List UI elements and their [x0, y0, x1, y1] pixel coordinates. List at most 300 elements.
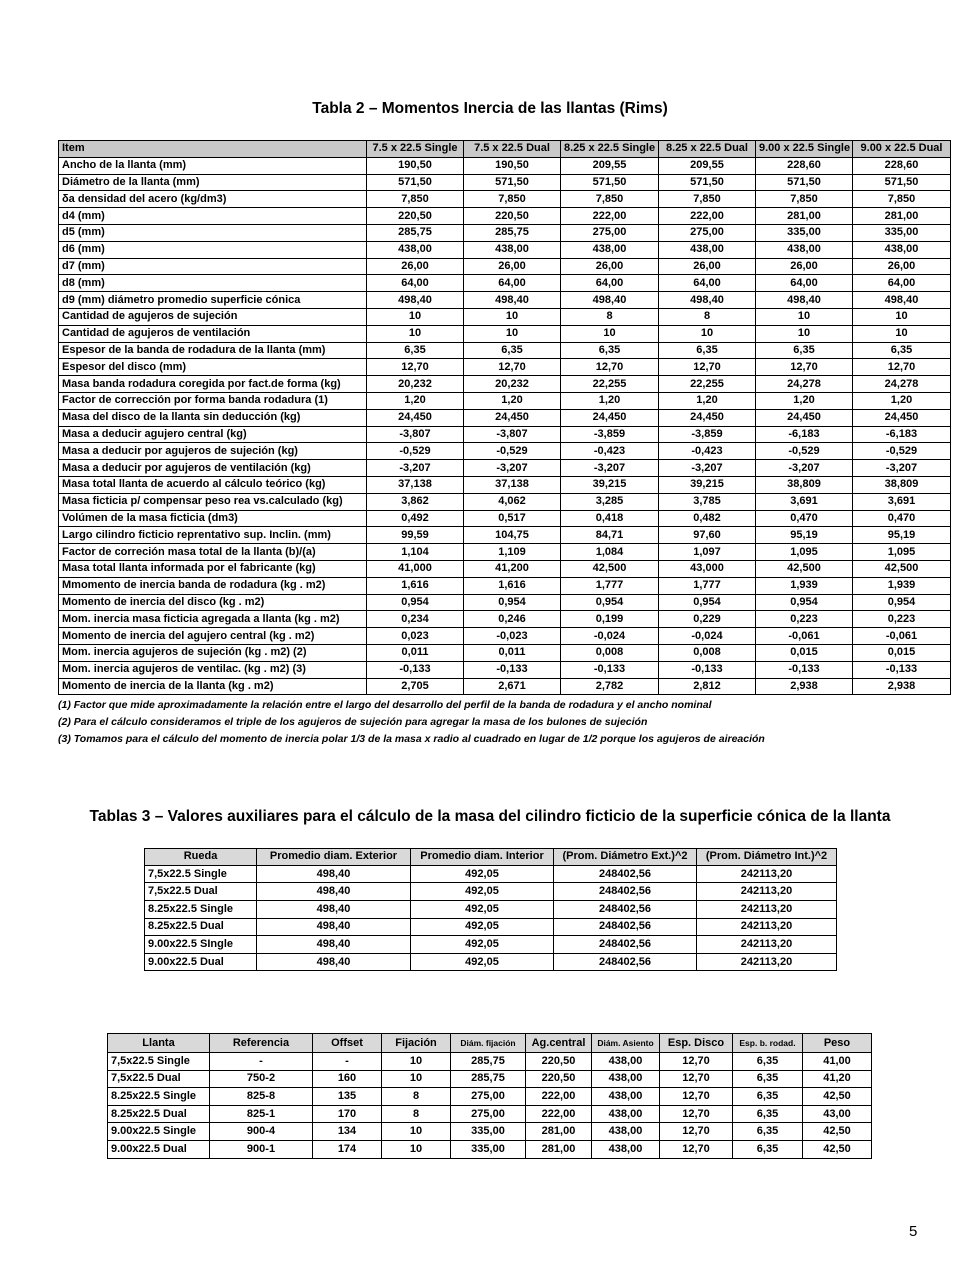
table-row [59, 241, 951, 258]
table-cell: -3,207 [659, 460, 756, 477]
table-cell: 242113,20 [697, 900, 837, 918]
table-cell: 0,234 [367, 611, 464, 628]
table-cell: 498,40 [853, 292, 951, 309]
row-label: Diámetro de la llanta (mm) [59, 174, 367, 191]
row-label: Mom. inercia agujeros de sujeción (kg . m2) (2) [59, 644, 367, 661]
table-cell: 7,850 [853, 191, 951, 208]
table-cell: -3,859 [561, 426, 659, 443]
table-row [108, 1053, 872, 1071]
row-label: d9 (mm) diámetro promedio superficie cónica [59, 292, 367, 309]
table-cell: 12,70 [853, 359, 951, 376]
table-cell: 6,35 [367, 342, 464, 359]
table-cell: 498,40 [257, 936, 411, 954]
row-label: 9.00x22.5 Dual [108, 1140, 210, 1158]
table-cell: 275,00 [659, 224, 756, 241]
table-cell: 12,70 [756, 359, 853, 376]
table-cell: 1,20 [659, 392, 756, 409]
table-cell: 10 [853, 308, 951, 325]
table-cell: 12,70 [660, 1123, 733, 1141]
table-cell: 95,19 [853, 527, 951, 544]
table-cell: 64,00 [561, 275, 659, 292]
table-cell: 43,00 [803, 1105, 872, 1123]
column-header: Diám. Asiento [592, 1034, 660, 1053]
table-cell: 1,104 [367, 544, 464, 561]
table-cell: 281,00 [853, 208, 951, 225]
row-label: Volúmen de la masa ficticia (dm3) [59, 510, 367, 527]
table-cell: 1,20 [853, 392, 951, 409]
table-row [59, 208, 951, 225]
table-row [59, 460, 951, 477]
table-cell: 6,35 [561, 342, 659, 359]
table-cell: 135 [313, 1088, 382, 1106]
column-header: Peso [803, 1034, 872, 1053]
row-label: Masa a deducir por agujeros de ventilación (kg) [59, 460, 367, 477]
table-cell: 0,229 [659, 611, 756, 628]
table-cell: 22,255 [561, 376, 659, 393]
table-cell: 8 [382, 1088, 451, 1106]
column-header: Referencia [210, 1034, 313, 1053]
table-row [59, 594, 951, 611]
table-row [59, 325, 951, 342]
table-cell: 0,418 [561, 510, 659, 527]
table-cell: 170 [313, 1105, 382, 1123]
table-row [59, 628, 951, 645]
table-cell: 42,500 [853, 560, 951, 577]
table-cell: 1,616 [367, 577, 464, 594]
row-label: 8.25x22.5 Single [108, 1088, 210, 1106]
row-label: 9.00x22.5 Dual [145, 953, 257, 971]
row-label: Factor de corrección por forma banda rodadura (1) [59, 392, 367, 409]
table2-title: Tabla 2 – Momentos Inercia de las llantas (Rims) [312, 100, 668, 117]
table-cell: 1,20 [756, 392, 853, 409]
table-cell: 438,00 [592, 1088, 660, 1106]
table-row [59, 342, 951, 359]
table-cell: 0,470 [853, 510, 951, 527]
column-header: Item [59, 141, 367, 158]
table-cell: 10 [659, 325, 756, 342]
table-cell: 2,812 [659, 678, 756, 695]
table-cell: 0,954 [756, 594, 853, 611]
table-cell: 275,00 [561, 224, 659, 241]
table-cell: 3,785 [659, 493, 756, 510]
table-row [59, 174, 951, 191]
table-cell: 22,255 [659, 376, 756, 393]
table-cell: 492,05 [411, 936, 554, 954]
table-cell: 6,35 [733, 1053, 803, 1071]
table-cell: 0,008 [561, 644, 659, 661]
table-cell: 64,00 [756, 275, 853, 292]
row-label: d5 (mm) [59, 224, 367, 241]
table-cell: 42,50 [803, 1123, 872, 1141]
table-cell: 12,70 [660, 1070, 733, 1088]
table-cell: -6,183 [853, 426, 951, 443]
table-cell: 492,05 [411, 865, 554, 883]
table-cell: 1,20 [464, 392, 561, 409]
row-label: Largo cilindro ficticio reprentativo sup. Inclin. (mm) [59, 527, 367, 544]
table-cell: -0,133 [367, 661, 464, 678]
table-cell: 281,00 [526, 1123, 592, 1141]
row-label: d6 (mm) [59, 241, 367, 258]
row-label: Espesor del disco (mm) [59, 359, 367, 376]
table-cell: 498,40 [257, 865, 411, 883]
table-cell: -0,133 [464, 661, 561, 678]
column-header: Fijación [382, 1034, 451, 1053]
table-row [59, 308, 951, 325]
note-3: (3) Tomamos para el cálculo del momento de inercia polar 1/3 de la masa x radio al cuadrado en lugar de 1/2 porque los agujeros de aireación [58, 733, 765, 745]
table-cell: 6,35 [733, 1088, 803, 1106]
table-cell: 220,50 [464, 208, 561, 225]
table-cell: 1,084 [561, 544, 659, 561]
table-cell: 750-2 [210, 1070, 313, 1088]
table-cell: 43,000 [659, 560, 756, 577]
table-cell: 571,50 [464, 174, 561, 191]
table-cell: 571,50 [853, 174, 951, 191]
table-cell: 12,70 [660, 1088, 733, 1106]
row-label: Masa a deducir agujero central (kg) [59, 426, 367, 443]
table-row [108, 1070, 872, 1088]
table-cell: 24,278 [756, 376, 853, 393]
row-label: 8.25x22.5 Dual [108, 1105, 210, 1123]
table-cell: 498,40 [561, 292, 659, 309]
table-cell: 242113,20 [697, 953, 837, 971]
table-cell: 825-1 [210, 1105, 313, 1123]
table-row [145, 865, 837, 883]
table-row [59, 292, 951, 309]
row-label: Ancho de la llanta (mm) [59, 157, 367, 174]
row-label: Momento de inercia de la llanta (kg . m2) [59, 678, 367, 695]
table-row [59, 376, 951, 393]
table-cell: - [210, 1053, 313, 1071]
table-cell: 222,00 [526, 1088, 592, 1106]
table-cell: 498,40 [257, 953, 411, 971]
table-cell: -0,061 [756, 628, 853, 645]
table-cell: 1,095 [853, 544, 951, 561]
table-cell: 248402,56 [554, 865, 697, 883]
column-header: Promedio diam. Interior [411, 849, 554, 866]
table-cell: 42,50 [803, 1140, 872, 1158]
table-row [145, 953, 837, 971]
table-cell: -3,807 [367, 426, 464, 443]
table-cell: 12,70 [660, 1053, 733, 1071]
table-cell: 1,20 [561, 392, 659, 409]
table-cell: -0,423 [659, 443, 756, 460]
table-cell: 24,450 [367, 409, 464, 426]
table-row [59, 157, 951, 174]
table-cell: 571,50 [756, 174, 853, 191]
table-cell: -3,807 [464, 426, 561, 443]
table-cell: 900-1 [210, 1140, 313, 1158]
column-header: Llanta [108, 1034, 210, 1053]
row-label: Mmomento de inercia banda de rodadura (kg . m2) [59, 577, 367, 594]
table-cell: 104,75 [464, 527, 561, 544]
column-header: 8.25 x 22.5 Dual [659, 141, 756, 158]
row-label: 7,5x22.5 Single [145, 865, 257, 883]
column-header: 7.5 x 22.5 Dual [464, 141, 561, 158]
table-cell: 438,00 [367, 241, 464, 258]
table-cell: 7,850 [659, 191, 756, 208]
table-cell: 24,450 [659, 409, 756, 426]
table-cell: 275,00 [451, 1088, 526, 1106]
table-cell: 10 [382, 1140, 451, 1158]
table-header-row [59, 141, 951, 158]
table-cell: 209,55 [659, 157, 756, 174]
table-cell: -0,133 [853, 661, 951, 678]
table-cell: 7,850 [756, 191, 853, 208]
column-header: (Prom. Diámetro Int.)^2 [697, 849, 837, 866]
table-cell: 6,35 [464, 342, 561, 359]
table-cell: 10 [367, 308, 464, 325]
table-cell: 242113,20 [697, 865, 837, 883]
table-cell: 498,40 [257, 918, 411, 936]
table-header-row [108, 1034, 872, 1053]
table-cell: 222,00 [659, 208, 756, 225]
table-cell: 10 [756, 308, 853, 325]
table-row [59, 476, 951, 493]
table-cell: 6,35 [853, 342, 951, 359]
table-row [59, 493, 951, 510]
table-cell: 64,00 [464, 275, 561, 292]
row-label: 7,5x22.5 Single [108, 1053, 210, 1071]
table-cell: 3,691 [853, 493, 951, 510]
table-cell: 498,40 [464, 292, 561, 309]
table-cell: 285,75 [367, 224, 464, 241]
table-cell: 438,00 [592, 1140, 660, 1158]
table-cell: 10 [382, 1123, 451, 1141]
table-cell: -0,061 [853, 628, 951, 645]
table-cell: 8 [382, 1105, 451, 1123]
table-cell: 1,109 [464, 544, 561, 561]
table-cell: 12,70 [660, 1140, 733, 1158]
table-cell: 0,223 [756, 611, 853, 628]
table-cell: 37,138 [367, 476, 464, 493]
row-label: Masa banda rodadura coregida por fact.de forma (kg) [59, 376, 367, 393]
table-row [59, 510, 951, 527]
table-cell: 438,00 [592, 1123, 660, 1141]
table-cell: 335,00 [451, 1140, 526, 1158]
table-cell: 24,278 [853, 376, 951, 393]
table-cell: 10 [756, 325, 853, 342]
table-cell: 571,50 [659, 174, 756, 191]
table-cell: -6,183 [756, 426, 853, 443]
table-cell: 10 [367, 325, 464, 342]
table-cell: 0,023 [367, 628, 464, 645]
table-cell: 39,215 [561, 476, 659, 493]
table-rim-specs [107, 1033, 872, 1159]
table-cell: 571,50 [561, 174, 659, 191]
table-cell: 438,00 [561, 241, 659, 258]
table-cell: 285,75 [451, 1070, 526, 1088]
table-cell: 0,015 [756, 644, 853, 661]
table-cell: 335,00 [756, 224, 853, 241]
table-cell: 438,00 [464, 241, 561, 258]
table-cell: 335,00 [451, 1123, 526, 1141]
table-row [59, 527, 951, 544]
table-cell: 0,223 [853, 611, 951, 628]
table-cell: 248402,56 [554, 953, 697, 971]
table-cell: 1,095 [756, 544, 853, 561]
table-cell: 2,938 [756, 678, 853, 695]
table-cell: -0,024 [659, 628, 756, 645]
table-cell: 3,691 [756, 493, 853, 510]
table2-notes [58, 697, 765, 748]
table-cell: 39,215 [659, 476, 756, 493]
table-cell: -0,133 [659, 661, 756, 678]
table-cell: 10 [853, 325, 951, 342]
table-cell: 64,00 [853, 275, 951, 292]
table-cell: 438,00 [592, 1105, 660, 1123]
table-cell: 64,00 [367, 275, 464, 292]
table-cell: 7,850 [464, 191, 561, 208]
table-row [59, 661, 951, 678]
table-cell: 10 [561, 325, 659, 342]
table-row [108, 1105, 872, 1123]
table-cell: 248402,56 [554, 918, 697, 936]
row-label: Masa del disco de la llanta sin deducción (kg) [59, 409, 367, 426]
table-cell: 1,939 [853, 577, 951, 594]
table-cell: 24,450 [561, 409, 659, 426]
table-row [59, 426, 951, 443]
table-cell: 242113,20 [697, 918, 837, 936]
table3-title: Tablas 3 – Valores auxiliares para el cálculo de la masa del cilindro ficticio de la superficie cónica de la llanta [89, 808, 891, 825]
table-cell: 10 [382, 1053, 451, 1071]
table-cell: 95,19 [756, 527, 853, 544]
table-cell: 492,05 [411, 918, 554, 936]
table-cell: 1,20 [367, 392, 464, 409]
table-row [59, 191, 951, 208]
table-cell: 1,939 [756, 577, 853, 594]
table-cell: 26,00 [659, 258, 756, 275]
row-label: Factor de correción masa total de la llanta (b)/(a) [59, 544, 367, 561]
table-cell: -3,207 [367, 460, 464, 477]
table-cell: 0,470 [756, 510, 853, 527]
table-cell: 571,50 [367, 174, 464, 191]
row-label: Cantidad de agujeros de ventilación [59, 325, 367, 342]
column-header: Diám. fijación [451, 1034, 526, 1053]
table-cell: 26,00 [561, 258, 659, 275]
table-cell: -0,529 [367, 443, 464, 460]
table-cell: 228,60 [853, 157, 951, 174]
table-cell: 6,35 [733, 1123, 803, 1141]
table-cell: 242113,20 [697, 883, 837, 901]
table-row [108, 1123, 872, 1141]
table-cell: 3,285 [561, 493, 659, 510]
table-cell: 10 [464, 325, 561, 342]
row-label: d4 (mm) [59, 208, 367, 225]
table-cell: 3,862 [367, 493, 464, 510]
row-label: Momento de inercia del disco (kg . m2) [59, 594, 367, 611]
table-cell: 438,00 [592, 1053, 660, 1071]
table-cell: 2,938 [853, 678, 951, 695]
row-label: 7,5x22.5 Dual [145, 883, 257, 901]
table-cell: -0,529 [853, 443, 951, 460]
table-cell: 42,50 [803, 1088, 872, 1106]
table-cell: 97,60 [659, 527, 756, 544]
table-cell: -3,207 [464, 460, 561, 477]
table-cell: 26,00 [367, 258, 464, 275]
table-cell: 1,616 [464, 577, 561, 594]
table-cell: 84,71 [561, 527, 659, 544]
table-cell: -0,529 [756, 443, 853, 460]
table-cell: 10 [382, 1070, 451, 1088]
table-cell: 0,015 [853, 644, 951, 661]
table-cell: 275,00 [451, 1105, 526, 1123]
table-cell: 438,00 [853, 241, 951, 258]
table-cell: 220,50 [367, 208, 464, 225]
table-cell: -3,207 [853, 460, 951, 477]
table-cell: 242113,20 [697, 936, 837, 954]
table-cell: 285,75 [451, 1053, 526, 1071]
table-cell: 6,35 [756, 342, 853, 359]
table-row [59, 678, 951, 695]
table-cell: 2,782 [561, 678, 659, 695]
column-header: Rueda [145, 849, 257, 866]
table-cell: -3,859 [659, 426, 756, 443]
table-row [145, 936, 837, 954]
table-cell: 8 [561, 308, 659, 325]
table-cell: 0,482 [659, 510, 756, 527]
table-cell: 498,40 [659, 292, 756, 309]
row-label: d8 (mm) [59, 275, 367, 292]
row-label: Masa ficticia p/ compensar peso rea vs.calculado (kg) [59, 493, 367, 510]
row-label: 7,5x22.5 Dual [108, 1070, 210, 1088]
table-cell: 12,70 [659, 359, 756, 376]
table-cell: 190,50 [367, 157, 464, 174]
row-label: 9.00x22.5 Single [108, 1123, 210, 1141]
table-cell: -3,207 [561, 460, 659, 477]
table-cell: 0,954 [367, 594, 464, 611]
table-cell: 2,671 [464, 678, 561, 695]
table-cell: 0,492 [367, 510, 464, 527]
column-header: 9.00 x 22.5 Dual [853, 141, 951, 158]
table-row [145, 918, 837, 936]
table-cell: 26,00 [756, 258, 853, 275]
table-cell: 228,60 [756, 157, 853, 174]
row-label: Momento de inercia del agujero central (kg . m2) [59, 628, 367, 645]
table-cell: 498,40 [257, 883, 411, 901]
table-row [59, 409, 951, 426]
table-cell: 190,50 [464, 157, 561, 174]
table-cell: 20,232 [464, 376, 561, 393]
column-header: 7.5 x 22.5 Single [367, 141, 464, 158]
row-label: Espesor de la banda de rodadura de la llanta (mm) [59, 342, 367, 359]
table-cell: 438,00 [659, 241, 756, 258]
table-cell: 6,35 [733, 1140, 803, 1158]
table-cell: 12,70 [660, 1105, 733, 1123]
table-cell: -0,133 [561, 661, 659, 678]
table-cell: 6,35 [659, 342, 756, 359]
table-cell: 0,954 [659, 594, 756, 611]
table-cell: 0,517 [464, 510, 561, 527]
table-cell: 248402,56 [554, 900, 697, 918]
row-label: Mom. inercia masa ficticia agregada a llanta (kg . m2) [59, 611, 367, 628]
column-header: Esp. b. rodad. [733, 1034, 803, 1053]
table-cell: 825-8 [210, 1088, 313, 1106]
table-cell: 0,954 [464, 594, 561, 611]
row-label: 8.25x22.5 Dual [145, 918, 257, 936]
row-label: Mom. inercia agujeros de ventilac. (kg . m2) (3) [59, 661, 367, 678]
table-cell: 20,232 [367, 376, 464, 393]
column-header: Esp. Disco [660, 1034, 733, 1053]
row-label: Masa total llanta informada por el fabricante (kg) [59, 560, 367, 577]
row-label: d7 (mm) [59, 258, 367, 275]
table-cell: 42,500 [561, 560, 659, 577]
column-header: Promedio diam. Exterior [257, 849, 411, 866]
table-cell: 0,246 [464, 611, 561, 628]
table-cell: 24,450 [853, 409, 951, 426]
table-row [108, 1088, 872, 1106]
table-cell: 438,00 [756, 241, 853, 258]
table-cell: 220,50 [526, 1070, 592, 1088]
